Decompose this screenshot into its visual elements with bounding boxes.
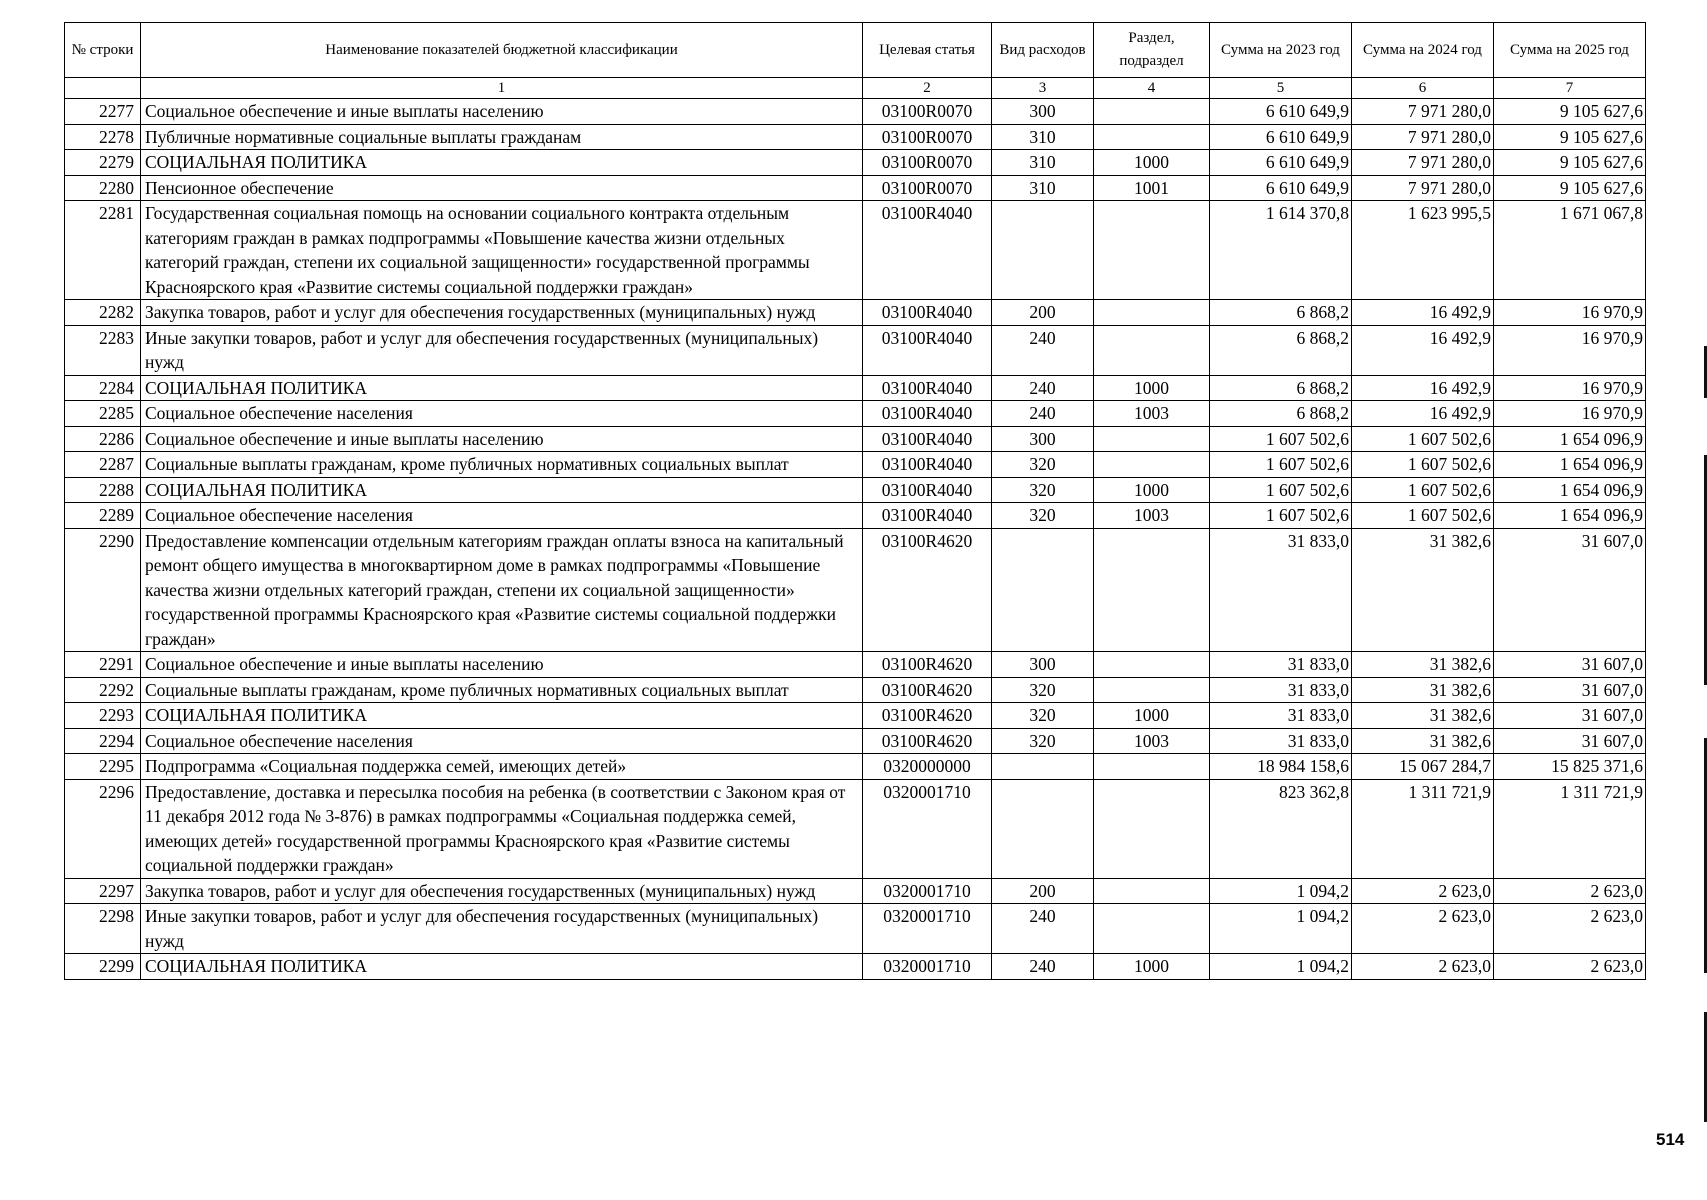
- sum-2024: 16 492,9: [1352, 325, 1494, 375]
- row-number: 2280: [65, 175, 141, 201]
- sum-2024: 1 607 502,6: [1352, 452, 1494, 478]
- target-article: 0320001710: [863, 904, 992, 954]
- expense-type: 320: [992, 452, 1094, 478]
- sum-2023: 1 094,2: [1210, 904, 1352, 954]
- target-article: 03100R4040: [863, 325, 992, 375]
- sum-2023: 31 833,0: [1210, 677, 1352, 703]
- indicator-name: Социальное обеспечение населения: [141, 503, 863, 529]
- sum-2023: 1 607 502,6: [1210, 426, 1352, 452]
- indicator-name: Социальное обеспечение и иные выплаты населению: [141, 652, 863, 678]
- sum-2024: 31 382,6: [1352, 728, 1494, 754]
- target-article: 03100R4040: [863, 401, 992, 427]
- sum-2025: 1 671 067,8: [1494, 201, 1646, 300]
- sum-2025: 31 607,0: [1494, 728, 1646, 754]
- sum-2025: 9 105 627,6: [1494, 99, 1646, 125]
- sum-2023: 18 984 158,6: [1210, 754, 1352, 780]
- header-sum-2024: Сумма на 2024 год: [1352, 23, 1494, 78]
- table-row: [65, 779, 1646, 878]
- column-number: 2: [863, 78, 992, 99]
- target-article: 03100R4040: [863, 503, 992, 529]
- target-article: 0320001710: [863, 878, 992, 904]
- section-code: [1094, 300, 1210, 326]
- section-code: [1094, 528, 1210, 652]
- indicator-name: Социальное обеспечение населения: [141, 401, 863, 427]
- target-article: 03100R0070: [863, 150, 992, 176]
- sum-2023: 1 607 502,6: [1210, 477, 1352, 503]
- row-number: 2281: [65, 201, 141, 300]
- section-code: 1000: [1094, 150, 1210, 176]
- sum-2025: 2 623,0: [1494, 904, 1646, 954]
- section-code: [1094, 201, 1210, 300]
- column-number: 1: [141, 78, 863, 99]
- sum-2025: 31 607,0: [1494, 528, 1646, 652]
- indicator-name: Социальное обеспечение и иные выплаты населению: [141, 426, 863, 452]
- sum-2023: 31 833,0: [1210, 528, 1352, 652]
- row-number: 2284: [65, 375, 141, 401]
- sum-2023: 31 833,0: [1210, 728, 1352, 754]
- target-article: 03100R4040: [863, 300, 992, 326]
- sum-2023: 1 607 502,6: [1210, 452, 1352, 478]
- table-row: [65, 426, 1646, 452]
- indicator-name: Предоставление компенсации отдельным категориям граждан оплаты взноса на капитальный ремонт общего имущества в многоквартирном доме в рамках подпрограммы «Повышение качества жизни отдельных категорий граждан, степени их социальной защищенности» государственной программы Красноярского края «Развитие системы социальной поддержки граждан»: [141, 528, 863, 652]
- sum-2023: 6 610 649,9: [1210, 150, 1352, 176]
- sum-2024: 16 492,9: [1352, 401, 1494, 427]
- indicator-name: Закупка товаров, работ и услуг для обеспечения государственных (муниципальных) нужд: [141, 878, 863, 904]
- table-row: [65, 175, 1646, 201]
- sum-2025: 16 970,9: [1494, 325, 1646, 375]
- target-article: 03100R4620: [863, 652, 992, 678]
- section-code: 1000: [1094, 375, 1210, 401]
- section-code: [1094, 325, 1210, 375]
- row-number: 2297: [65, 878, 141, 904]
- section-code: [1094, 904, 1210, 954]
- sum-2024: 7 971 280,0: [1352, 150, 1494, 176]
- expense-type: 310: [992, 150, 1094, 176]
- sum-2024: 16 492,9: [1352, 375, 1494, 401]
- row-number: 2294: [65, 728, 141, 754]
- section-code: 1003: [1094, 401, 1210, 427]
- sum-2024: 2 623,0: [1352, 878, 1494, 904]
- sum-2023: 6 868,2: [1210, 375, 1352, 401]
- sum-2024: 1 607 502,6: [1352, 503, 1494, 529]
- indicator-name: Закупка товаров, работ и услуг для обеспечения государственных (муниципальных) нужд: [141, 300, 863, 326]
- sum-2025: 2 623,0: [1494, 878, 1646, 904]
- row-number: 2286: [65, 426, 141, 452]
- indicator-name: Предоставление, доставка и пересылка пособия на ребенка (в соответствии с Законом края от 11 декабря 2012 года № 3-876) в рамках подпрограммы «Социальная поддержка семей, имеющих детей» государственной программы Красноярского края «Развитие системы социальной поддержки граждан»: [141, 779, 863, 878]
- table-row: [65, 754, 1646, 780]
- indicator-name: Подпрограмма «Социальная поддержка семей, имеющих детей»: [141, 754, 863, 780]
- expense-type: 240: [992, 954, 1094, 980]
- sum-2023: 6 610 649,9: [1210, 175, 1352, 201]
- section-code: [1094, 878, 1210, 904]
- sum-2024: 31 382,6: [1352, 703, 1494, 729]
- target-article: 03100R4040: [863, 201, 992, 300]
- sum-2023: 1 094,2: [1210, 954, 1352, 980]
- table-header: [65, 23, 1646, 99]
- target-article: 03100R4040: [863, 477, 992, 503]
- budget-table: [64, 22, 1646, 980]
- sum-2025: 1 311 721,9: [1494, 779, 1646, 878]
- table-row: [65, 124, 1646, 150]
- table-row: [65, 878, 1646, 904]
- column-number: 5: [1210, 78, 1352, 99]
- target-article: 03100R4620: [863, 677, 992, 703]
- section-code: [1094, 652, 1210, 678]
- sum-2024: 1 607 502,6: [1352, 426, 1494, 452]
- sum-2023: 1 614 370,8: [1210, 201, 1352, 300]
- sum-2025: 16 970,9: [1494, 300, 1646, 326]
- sum-2023: 1 607 502,6: [1210, 503, 1352, 529]
- target-article: 03100R4620: [863, 528, 992, 652]
- sum-2025: 1 654 096,9: [1494, 452, 1646, 478]
- expense-type: 200: [992, 300, 1094, 326]
- sum-2024: 2 623,0: [1352, 954, 1494, 980]
- section-code: 1000: [1094, 954, 1210, 980]
- sum-2024: 15 067 284,7: [1352, 754, 1494, 780]
- row-number: 2277: [65, 99, 141, 125]
- indicator-name: Публичные нормативные социальные выплаты гражданам: [141, 124, 863, 150]
- target-article: 03100R4040: [863, 375, 992, 401]
- table-body: [65, 99, 1646, 980]
- expense-type: 300: [992, 652, 1094, 678]
- expense-type: 320: [992, 728, 1094, 754]
- section-code: [1094, 99, 1210, 125]
- section-code: [1094, 452, 1210, 478]
- indicator-name: Социальное обеспечение и иные выплаты населению: [141, 99, 863, 125]
- section-code: 1003: [1094, 503, 1210, 529]
- indicator-name: Социальные выплаты гражданам, кроме публичных нормативных социальных выплат: [141, 677, 863, 703]
- section-code: 1000: [1094, 703, 1210, 729]
- sum-2025: 1 654 096,9: [1494, 426, 1646, 452]
- sum-2023: 31 833,0: [1210, 652, 1352, 678]
- sum-2023: 6 868,2: [1210, 401, 1352, 427]
- sum-2023: 1 094,2: [1210, 878, 1352, 904]
- sum-2023: 31 833,0: [1210, 703, 1352, 729]
- indicator-name: СОЦИАЛЬНАЯ ПОЛИТИКА: [141, 375, 863, 401]
- row-number: 2290: [65, 528, 141, 652]
- target-article: 0320000000: [863, 754, 992, 780]
- section-code: [1094, 779, 1210, 878]
- indicator-name: Пенсионное обеспечение: [141, 175, 863, 201]
- sum-2024: 16 492,9: [1352, 300, 1494, 326]
- sum-2024: 1 623 995,5: [1352, 201, 1494, 300]
- row-number: 2299: [65, 954, 141, 980]
- sum-2024: 7 971 280,0: [1352, 99, 1494, 125]
- sum-2024: 31 382,6: [1352, 677, 1494, 703]
- header-sum-2023: Сумма на 2023 год: [1210, 23, 1352, 78]
- sum-2025: 9 105 627,6: [1494, 175, 1646, 201]
- table-row: [65, 150, 1646, 176]
- sum-2023: 6 868,2: [1210, 300, 1352, 326]
- table-row: [65, 904, 1646, 954]
- indicator-name: Социальные выплаты гражданам, кроме публичных нормативных социальных выплат: [141, 452, 863, 478]
- target-article: 0320001710: [863, 954, 992, 980]
- sum-2025: 9 105 627,6: [1494, 124, 1646, 150]
- table-row: [65, 652, 1646, 678]
- table-row: [65, 477, 1646, 503]
- header-row: [65, 23, 1646, 78]
- table-row: [65, 201, 1646, 300]
- sum-2024: 7 971 280,0: [1352, 124, 1494, 150]
- table-row: [65, 954, 1646, 980]
- sum-2024: 7 971 280,0: [1352, 175, 1494, 201]
- row-number: 2292: [65, 677, 141, 703]
- indicator-name: Социальное обеспечение населения: [141, 728, 863, 754]
- indicator-name: Иные закупки товаров, работ и услуг для обеспечения государственных (муниципальных) нужд: [141, 904, 863, 954]
- column-number: 3: [992, 78, 1094, 99]
- column-numbers-row: [65, 78, 1646, 99]
- sum-2023: 823 362,8: [1210, 779, 1352, 878]
- indicator-name: СОЦИАЛЬНАЯ ПОЛИТИКА: [141, 150, 863, 176]
- row-number: 2296: [65, 779, 141, 878]
- section-code: [1094, 426, 1210, 452]
- row-number: 2279: [65, 150, 141, 176]
- target-article: 0320001710: [863, 779, 992, 878]
- expense-type: 240: [992, 375, 1094, 401]
- sum-2024: 2 623,0: [1352, 904, 1494, 954]
- table-row: [65, 99, 1646, 125]
- sum-2025: 2 623,0: [1494, 954, 1646, 980]
- header-expense-type: Вид расходов: [992, 23, 1094, 78]
- sum-2023: 6 610 649,9: [1210, 99, 1352, 125]
- target-article: 03100R0070: [863, 99, 992, 125]
- indicator-name: СОЦИАЛЬНАЯ ПОЛИТИКА: [141, 703, 863, 729]
- expense-type: 310: [992, 124, 1094, 150]
- table-row: [65, 375, 1646, 401]
- table-row: [65, 300, 1646, 326]
- row-number: 2288: [65, 477, 141, 503]
- sum-2023: 6 610 649,9: [1210, 124, 1352, 150]
- expense-type: 320: [992, 703, 1094, 729]
- sum-2025: 9 105 627,6: [1494, 150, 1646, 176]
- sum-2024: 1 311 721,9: [1352, 779, 1494, 878]
- table-row: [65, 677, 1646, 703]
- table-row: [65, 452, 1646, 478]
- section-code: 1003: [1094, 728, 1210, 754]
- expense-type: [992, 528, 1094, 652]
- row-number: 2295: [65, 754, 141, 780]
- expense-type: [992, 754, 1094, 780]
- sum-2025: 15 825 371,6: [1494, 754, 1646, 780]
- expense-type: 240: [992, 325, 1094, 375]
- expense-type: 240: [992, 904, 1094, 954]
- sum-2025: 16 970,9: [1494, 401, 1646, 427]
- table-row: [65, 528, 1646, 652]
- expense-type: 300: [992, 426, 1094, 452]
- sum-2023: 6 868,2: [1210, 325, 1352, 375]
- sum-2025: 16 970,9: [1494, 375, 1646, 401]
- section-code: [1094, 754, 1210, 780]
- section-code: 1001: [1094, 175, 1210, 201]
- header-indicator-name: Наименование показателей бюджетной классификации: [141, 23, 863, 78]
- header-target-article: Целевая статья: [863, 23, 992, 78]
- indicator-name: СОЦИАЛЬНАЯ ПОЛИТИКА: [141, 477, 863, 503]
- column-number: 6: [1352, 78, 1494, 99]
- indicator-name: Государственная социальная помощь на основании социального контракта отдельным категориям граждан в рамках подпрограммы «Повышение качества жизни отдельных категорий граждан, степени их социальной защищенности» государственной программы Красноярского края «Развитие системы социальной поддержки граждан»: [141, 201, 863, 300]
- sum-2024: 1 607 502,6: [1352, 477, 1494, 503]
- table-row: [65, 728, 1646, 754]
- table-row: [65, 503, 1646, 529]
- row-number: 2293: [65, 703, 141, 729]
- section-code: [1094, 677, 1210, 703]
- expense-type: 240: [992, 401, 1094, 427]
- column-number: 7: [1494, 78, 1646, 99]
- header-section: Раздел, подраздел: [1094, 23, 1210, 78]
- sum-2024: 31 382,6: [1352, 528, 1494, 652]
- target-article: 03100R4620: [863, 728, 992, 754]
- expense-type: [992, 779, 1094, 878]
- sum-2025: 1 654 096,9: [1494, 503, 1646, 529]
- table-row: [65, 401, 1646, 427]
- expense-type: 320: [992, 503, 1094, 529]
- sum-2025: 31 607,0: [1494, 677, 1646, 703]
- sum-2024: 31 382,6: [1352, 652, 1494, 678]
- row-number: 2282: [65, 300, 141, 326]
- sum-2025: 1 654 096,9: [1494, 477, 1646, 503]
- target-article: 03100R4040: [863, 452, 992, 478]
- sum-2025: 31 607,0: [1494, 703, 1646, 729]
- expense-type: 300: [992, 99, 1094, 125]
- expense-type: 310: [992, 175, 1094, 201]
- page-number: 514: [1656, 1130, 1685, 1149]
- sum-2025: 31 607,0: [1494, 652, 1646, 678]
- expense-type: 320: [992, 477, 1094, 503]
- header-sum-2025: Сумма на 2025 год: [1494, 23, 1646, 78]
- row-number: 2285: [65, 401, 141, 427]
- target-article: 03100R0070: [863, 124, 992, 150]
- row-number: 2283: [65, 325, 141, 375]
- indicator-name: Иные закупки товаров, работ и услуг для обеспечения государственных (муниципальных) нужд: [141, 325, 863, 375]
- header-row-number: № строки: [65, 23, 141, 78]
- target-article: 03100R0070: [863, 175, 992, 201]
- section-code: [1094, 124, 1210, 150]
- expense-type: 200: [992, 878, 1094, 904]
- row-number: 2287: [65, 452, 141, 478]
- indicator-name: СОЦИАЛЬНАЯ ПОЛИТИКА: [141, 954, 863, 980]
- column-number: [65, 78, 141, 99]
- row-number: 2298: [65, 904, 141, 954]
- row-number: 2289: [65, 503, 141, 529]
- table-row: [65, 325, 1646, 375]
- section-code: 1000: [1094, 477, 1210, 503]
- table-row: [65, 703, 1646, 729]
- row-number: 2291: [65, 652, 141, 678]
- row-number: 2278: [65, 124, 141, 150]
- expense-type: [992, 201, 1094, 300]
- target-article: 03100R4620: [863, 703, 992, 729]
- target-article: 03100R4040: [863, 426, 992, 452]
- expense-type: 320: [992, 677, 1094, 703]
- column-number: 4: [1094, 78, 1210, 99]
